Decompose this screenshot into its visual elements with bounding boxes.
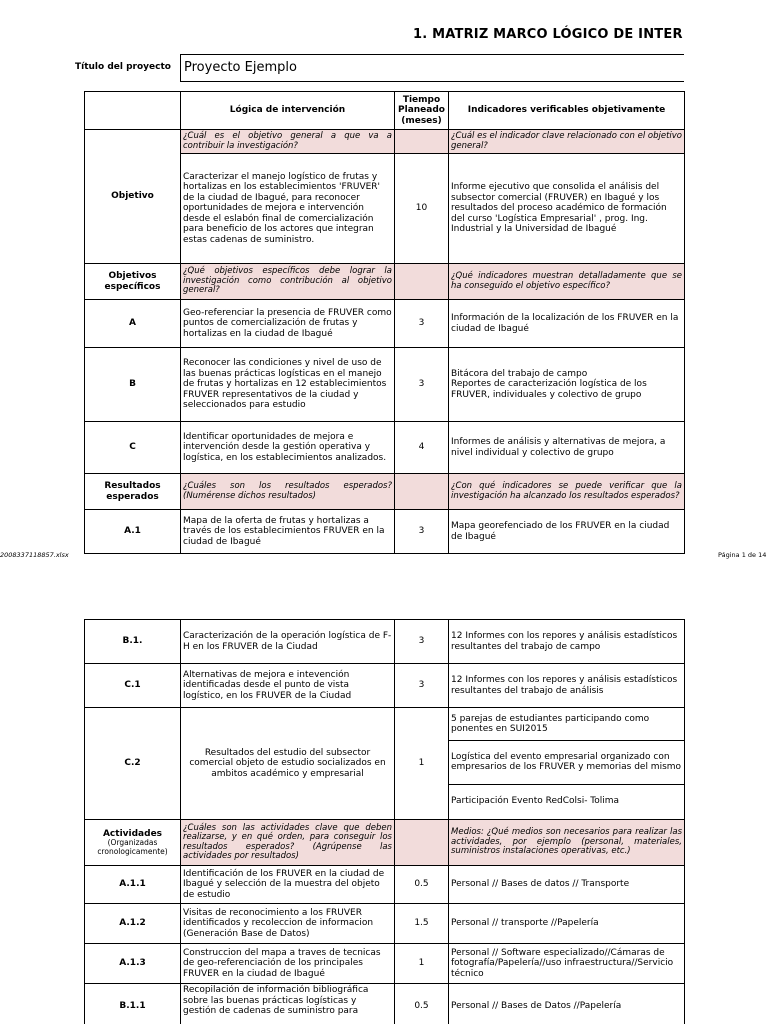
cell-logic: Visitas de reconocimiento a los FRUVER identificados y recoleccion de informacion (Generación Base de Datos) (181, 904, 395, 944)
table-row (85, 348, 685, 422)
question-logic: ¿Cuál es el objetivo general a que va a contribuir la investigación? (181, 130, 395, 154)
indicator-text: Participación Evento RedColsi- Tolima (451, 796, 620, 807)
table-row (85, 620, 685, 664)
cell-indicator: Personal // Bases de Datos //Papelería (449, 984, 685, 1024)
question-time (395, 264, 449, 300)
cell-time: 4 (395, 422, 449, 474)
cell-logic: Geo-referenciar la presencia de FRUVER como puntos de comercialización de frutas y hortalizas en la ciudad de Ibagué (181, 300, 395, 348)
cell-indicator: Informe ejecutivo que consolida el análisis del subsector comercial (FRUVER) en Ibagué y los resultados del proceso académico de formación del curso 'Logística Empresarial' , prog. Ing. Industrial y la Universidad de Ibagué (449, 154, 685, 264)
cell-logic: Alternativas de mejora e intevención identificadas desde el punto de vista logístico, en los FRUVER de la Ciudad (181, 664, 395, 708)
cell-indicator: Información de la localización de los FRUVER en la ciudad de Ibagué (449, 300, 685, 348)
row-label: Objetivos específicos (85, 264, 181, 300)
cell-logic: Identificación de los FRUVER en la ciudad de Ibagué y selección de la muestra del objeto de estudio (181, 866, 395, 904)
cell-indicator: 12 Informes con los repores y análisis estadísticos resultantes del trabajo de campo (449, 620, 685, 664)
logframe-table-page-1 (84, 91, 685, 554)
table-row (85, 866, 685, 904)
cell-indicator: Personal // Bases de datos // Transporte (449, 866, 685, 904)
cell-time: 1.5 (395, 904, 449, 944)
indicator-text: Logística del evento empresarial organizado con empresarios de los FRUVER y memorias del mismo (451, 751, 682, 772)
row-label: A.1.2 (85, 904, 181, 944)
cell-time: 3 (395, 510, 449, 554)
indicator-item (449, 741, 684, 785)
table-row (85, 904, 685, 944)
cell-time: 1 (395, 944, 449, 984)
table-row (85, 130, 685, 154)
footer-filename: 2008337118857.xlsx (0, 551, 69, 559)
table-row (85, 300, 685, 348)
table-row (85, 422, 685, 474)
row-label: B (85, 348, 181, 422)
row-label: A.1 (85, 510, 181, 554)
cell-logic: Construccion del mapa a traves de tecnicas de geo-referenciación de los principales FRUVER en la ciudad de Ibagué (181, 944, 395, 984)
question-indicator: ¿Con qué indicadores se puede verificar que la investigación ha alcanzado los resultados esperados? (449, 474, 685, 510)
page-2 (0, 565, 768, 1024)
table-row (85, 664, 685, 708)
cell-indicator: Bitácora del trabajo de campo Reportes de caracterización logística de los FRUVER, individuales y colectivo de grupo (449, 348, 685, 422)
question-logic: ¿Cuáles son las actividades clave que deben realizarse, y en qué orden, para conseguir los resultados esperados? (Agrúpense las actividades por resultados) (181, 820, 395, 866)
cell-indicator: Informes de análisis y alternativas de mejora, a nivel individual y colectivo de grupo (449, 422, 685, 474)
table-header-row (85, 92, 685, 130)
row-label: B.1. (85, 620, 181, 664)
cell-logic: Mapa de la oferta de frutas y hortalizas a través de los establecimientos FRUVER en la ciudad de Ibagué (181, 510, 395, 554)
cell-time: 3 (395, 300, 449, 348)
project-title-value: Proyecto Ejemplo (184, 60, 297, 75)
question-time (395, 820, 449, 866)
question-indicator: ¿Qué indicadores muestran detalladamente que se ha conseguido el objetivo específico? (449, 264, 685, 300)
cell-time: 3 (395, 620, 449, 664)
question-time (395, 474, 449, 510)
row-label: C.1 (85, 664, 181, 708)
row-label: Resultados esperados (85, 474, 181, 510)
cell-indicator: Mapa georefenciado de los FRUVER en la ciudad de Ibagué (449, 510, 685, 554)
row-label-text: Actividades (102, 828, 163, 839)
table-row (85, 944, 685, 984)
row-label: B.1.1 (85, 984, 181, 1024)
cell-time: 1 (395, 708, 449, 820)
cell-indicator: Personal // transporte //Papelería (449, 904, 685, 944)
cell-time: 3 (395, 664, 449, 708)
table-row (85, 474, 685, 510)
table-row (85, 264, 685, 300)
cell-logic: Caracterización de la operación logística de F-H en los FRUVER de la Ciudad (181, 620, 395, 664)
row-label: A.1.3 (85, 944, 181, 984)
indicator-item (449, 785, 684, 819)
cell-logic: Resultados del estudio del subsector comercial objeto de estudio socializados en ambitos académico y empresarial (181, 708, 395, 820)
row-label: A.1.1 (85, 866, 181, 904)
cell-indicator: 12 Informes con los repores y análisis estadísticos resultantes del trabajo de análisis (449, 664, 685, 708)
header-logic: Lógica de intervención (181, 92, 395, 130)
project-title-label: Título del proyecto (75, 62, 171, 72)
header-indicators: Indicadores verificables objetivamente (449, 92, 685, 130)
indicator-text: 5 parejas de estudiantes participando como ponentes en SUI2015 (451, 713, 650, 734)
row-label (85, 820, 181, 866)
question-logic: ¿Qué objetivos específicos debe lograr la investigación como contribución al objetivo general? (181, 264, 395, 300)
document-title: 1. MATRIZ MARCO LÓGICO DE INTER (413, 27, 683, 42)
header-label-cell (85, 92, 181, 130)
cell-time: 0.5 (395, 866, 449, 904)
table-row (85, 820, 685, 866)
header-time: Tiempo Planeado (meses) (395, 92, 449, 130)
table-row (85, 708, 685, 820)
cell-time: 10 (395, 154, 449, 264)
cell-logic: Identificar oportunidades de mejora e intervención desde la gestión operativa y logística, en los establecimientos analizados. (181, 422, 395, 474)
row-label: C (85, 422, 181, 474)
cell-logic: Caracterizar el manejo logístico de frutas y hortalizas en los establecimientos 'FRUVER' de la ciudad de Ibagué, para reconocer oportunidades de mejora e intervención desde el eslabón final de comercialización para beneficio de los actores que integran estas cadenas de suministro. (181, 154, 395, 264)
indicator-item (449, 709, 684, 741)
cell-time: 3 (395, 348, 449, 422)
question-indicator: Medios: ¿Qué medios son necesarios para realizar las actividades, por ejemplo (personal, materiales, suministros instalaciones operativas, etc.) (449, 820, 685, 866)
row-label: Objetivo (85, 130, 181, 264)
row-label: A (85, 300, 181, 348)
cell-time: 0.5 (395, 984, 449, 1024)
logframe-table-page-2 (84, 619, 685, 1024)
question-time (395, 130, 449, 154)
cell-indicator: Personal // Software especializado//Cámaras de fotografía/Papelería//uso infraestructura//Servicio técnico (449, 944, 685, 984)
cell-logic: Reconocer las condiciones y nivel de uso de las buenas prácticas logísticas en el manejo de frutas y hortalizas en 12 establecimientos FRUVER representativos de la ciudad y seleccionados para estudio (181, 348, 395, 422)
question-indicator: ¿Cuál es el indicador clave relacionado con el objetivo general? (449, 130, 685, 154)
table-row (85, 510, 685, 554)
footer-page-number: Página 1 de 14 (718, 551, 767, 559)
cell-logic: Recopilación de información bibliográfica sobre las buenas prácticas logísticas y gestión de cadenas de suministro para (181, 984, 395, 1024)
project-title-field[interactable] (180, 54, 684, 82)
table-row (85, 984, 685, 1024)
row-label: C.2 (85, 708, 181, 820)
cell-indicator-list (449, 708, 685, 820)
question-logic: ¿Cuáles son los resultados esperados? (Numérense dichos resultados) (181, 474, 395, 510)
row-sublabel: (Organizadas cronologicamente) (97, 838, 168, 856)
